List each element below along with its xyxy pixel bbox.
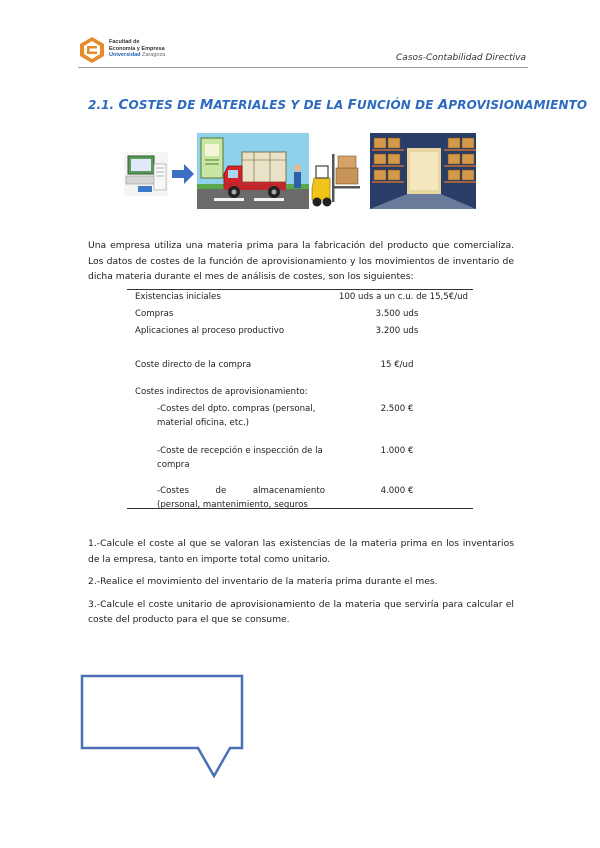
row-label: Existencias iniciales: [135, 292, 221, 302]
warehouse-illustration: [370, 133, 476, 209]
subrow-value: 1.000 €: [380, 446, 414, 456]
subrow-label-line-2: (personal, mantenimiento, seguros: [157, 500, 308, 510]
row-label: Costes indirectos de aprovisionamiento:: [135, 387, 308, 397]
title-cap-1: C: [118, 97, 129, 113]
delivery-truck-illustration: [197, 133, 309, 209]
row-label: Compras: [135, 309, 174, 319]
header-course-title: Casos-Contabilidad Directiva: [396, 53, 526, 63]
table-bottom-rule: [127, 508, 473, 509]
logo-university: Universidad: [109, 52, 141, 58]
table-top-rule: [127, 289, 473, 290]
logo-city: Zaragoza: [142, 52, 166, 58]
label-word: de: [215, 486, 227, 496]
title-cap-2: M: [199, 97, 214, 113]
section-number: 2.1.: [88, 98, 115, 112]
question-item: 2.-Realice el movimiento del inventario de la materia prima durante el mes.: [88, 576, 438, 587]
title-part-1: OSTES DE: [128, 98, 200, 112]
procurement-banner-image: [124, 130, 476, 212]
faculty-logo: [78, 36, 188, 66]
label-word: almacenamiento: [252, 486, 325, 496]
section-title: [88, 97, 587, 113]
logo-line-1: Facultad de: [109, 39, 140, 45]
label-word: -Costes: [157, 486, 189, 496]
intro-paragraph: Una empresa utiliza una materia prima para la fabricación del producto que comercializa. Los datos de costes de la función de aprovisionamiento y los movimientos de inventario de dicha materia durante el mes de análisis de costes, son los siguientes:: [88, 240, 514, 282]
subrow-label-line-1: [157, 484, 325, 498]
title-cap-3: F: [347, 97, 357, 113]
page-header: [78, 36, 528, 68]
logo-text: [109, 39, 165, 59]
speech-bubble-shape: [78, 672, 248, 782]
subrow-label: -Costes del dpto. compras (personal, material oficina, etc.): [157, 404, 316, 428]
row-value: 15 €/ud: [380, 360, 414, 370]
subrow-value: 2.500 €: [380, 404, 414, 414]
questions-list: [88, 536, 514, 635]
arrow-right-icon: [172, 164, 194, 184]
title-cap-4: A: [437, 97, 449, 113]
forklift-illustration: [312, 150, 364, 208]
title-part-4: PROVISIONAMIENTO: [448, 98, 588, 112]
faculty-emblem-icon: [78, 36, 106, 64]
subrow-label: -Coste de recepción e inspección de la compra: [157, 446, 323, 470]
question-item: 3.-Calcule el coste unitario de aprovisionamiento de la materia que serviría para calcular el coste del producto para el que se consume.: [88, 598, 514, 625]
row-label: Aplicaciones al proceso productivo: [135, 326, 285, 336]
row-value: 3.200 uds: [375, 326, 419, 336]
row-value: 100 uds a un c.u. de 15,5€/ud: [338, 292, 468, 302]
title-part-2: ATERIALES Y DE LA: [213, 98, 348, 112]
row-value: 3.500 uds: [375, 309, 419, 319]
title-part-3: UNCIÓN DE: [356, 98, 438, 112]
subrow-value: 4.000 €: [380, 486, 414, 496]
logo-line-2: Economía y Empresa: [109, 45, 165, 52]
row-label: Coste directo de la compra: [135, 360, 252, 370]
purchase-order-illustration: [124, 152, 168, 196]
question-item: 1.-Calcule el coste al que se valoran las existencias de la materia prima en los inventarios de la empresa, tanto en importe total como unitario.: [88, 538, 514, 565]
